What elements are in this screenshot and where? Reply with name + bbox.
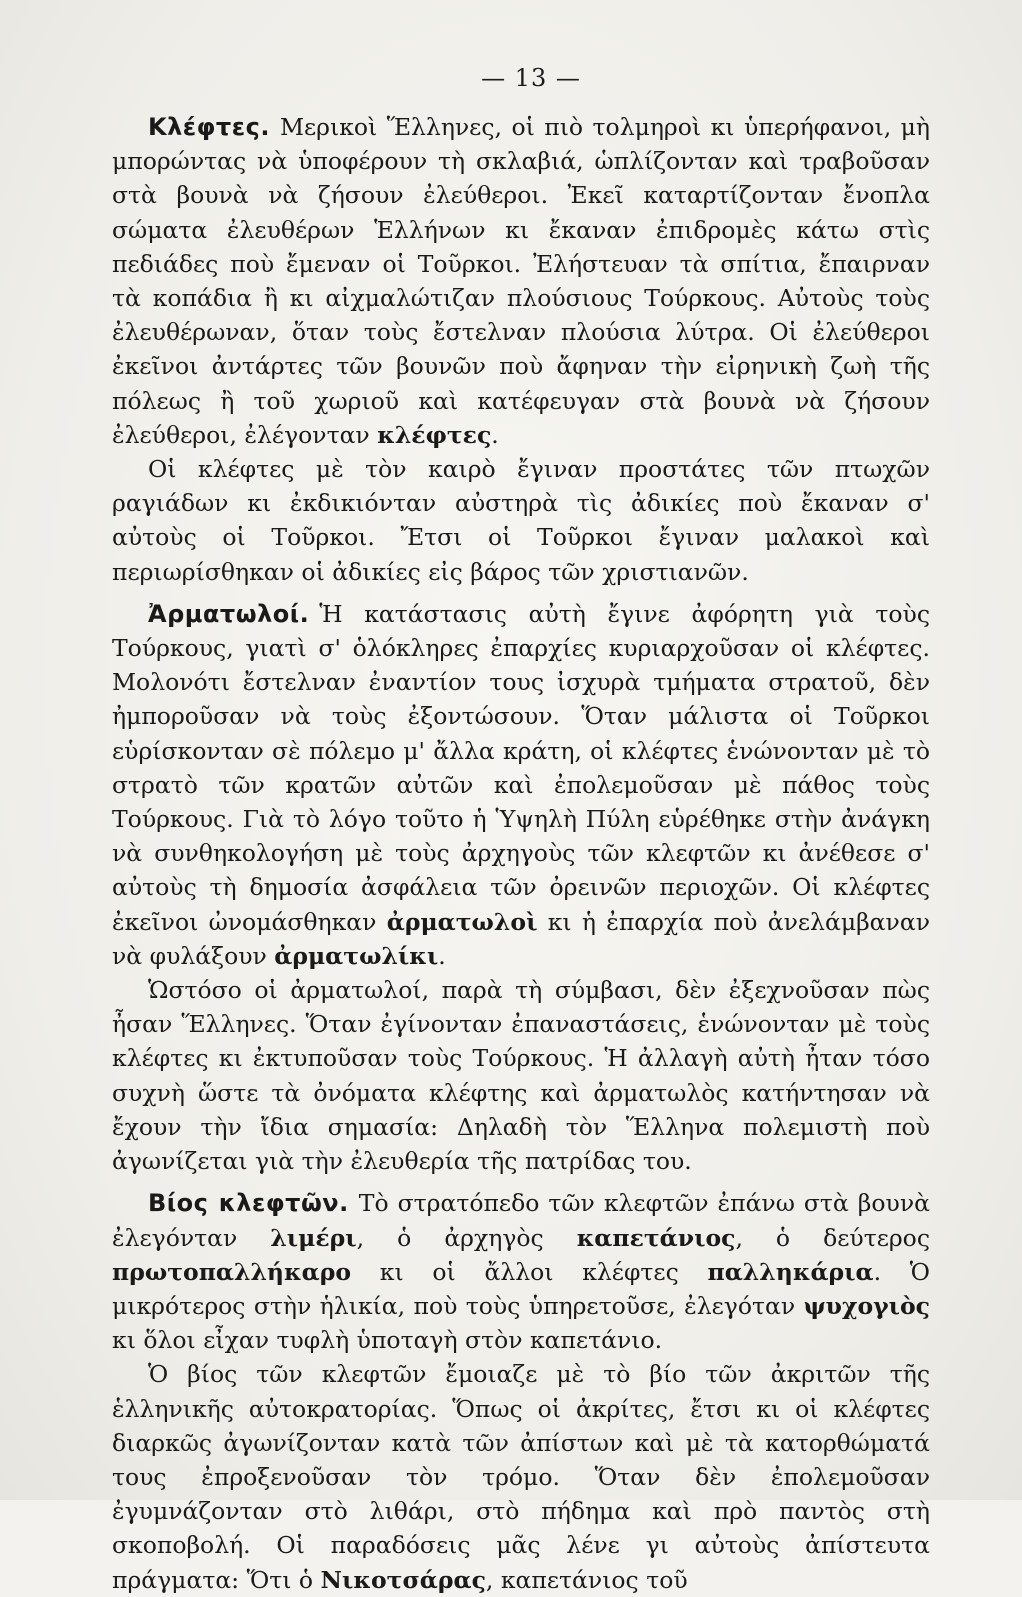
bold-term: Νικοτσάρας: [320, 1565, 486, 1594]
paragraph: [112, 452, 930, 589]
text-run: Ὡστόσο οἱ ἀρματωλοί, παρὰ τὴ σύμβασι, δὲν ἐξεχνοῦσαν πὼς ἦσαν Ἕλληνες. Ὅταν ἐγίνονταν ἐπαναστάσεις, ἑνώνονταν μὲ τοὺς κλέφτες κι ἐκτυποῦσαν τοὺς Τούρκους. Ἡ ἀλλαγὴ αὐτὴ ἦταν τόσο συχνὴ ὥστε τὰ ὀνόματα κλέφτης καὶ ἀρματωλὸς κατήντησαν νὰ ἔχουν τὴν ἴδια σημασία: Δηλαδὴ τὸν Ἕλληνα πολεμιστὴ ποὺ ἀγωνίζεται γιὰ τὴν ἐλευθερία τῆς πατρίδας του.: [112, 976, 930, 1176]
section-paragraph: [112, 1186, 930, 1357]
text-run: Μερικοὶ Ἕλληνες, οἱ πιὸ τολμηροὶ κι ὑπερήφανοι, μὴ μπορώντας νὰ ὑποφέρουν τὴ σκλαβιά, ὡπλίζονταν καὶ τραβοῦσαν στὰ βουνὰ νὰ ζήσουν ἐλεύθεροι. Ἐκεῖ καταρτίζονταν ἔνοπλα σώματα ἐλευθέρων Ἑλλήνων κι ἔκαναν ἐπιδρομὲς κάτω στὶς πεδιάδες ποὺ ἔμεναν οἱ Τοῦρκοι. Ἐλήστευαν τὰ σπίτια, ἔπαιρναν τὰ κοπάδια ἢ κι αἰχμαλώτιζαν πλούσιους Τούρκους. Αὐτοὺς τοὺς ἐλευθέρωναν, ὅταν τοὺς ἔστελναν πλούσια λύτρα. Οἱ ἐλεύθεροι ἐκεῖνοι ἀντάρτες τῶν βουνῶν ποὺ ἄφηναν τὴν εἰρηνικὴ ζωὴ τῆς πόλεως ἢ τοῦ χωριοῦ καὶ κατέφευγαν στὰ βουνὰ νὰ ζήσουν ἐλεύθεροι, ἐλέγονταν: [112, 113, 930, 449]
page-number: — 13 —: [481, 64, 581, 92]
section-paragraph: [112, 597, 930, 973]
bold-term: καπετάνιος: [576, 1223, 736, 1252]
text-run: Ὁ βίος τῶν κλεφτῶν ἔμοιαζε μὲ τὸ βίο τῶν ἀκριτῶν τῆς ἑλληνικῆς αὐτοκρατορίας. Ὅπως οἱ ἀκρίτες, ἔτσι κι οἱ κλέφτες διαρκῶς ἀγωνίζονταν κατὰ τῶν ἀπίστων καὶ μὲ τὰ κατορθώματά τους ἐπροξενοῦσαν τὸν τρόμο. Ὅταν δὲν ἐπολεμοῦσαν ἐγυμνάζονταν στὸ λιθάρι, στὸ πήδημα καὶ πρὸ παντὸς στὴ σκοποβολή. Οἱ παραδόσεις μᾶς λένε γι αὐτοὺς ἀπίστευτα πράγματα: Ὅτι ὁ: [112, 1360, 930, 1594]
text-run: κι ἡ ἐπαρχία ποὺ ἀνελάμβαναν νὰ φυλάξουν: [112, 907, 930, 970]
bold-term: κλέφτες: [377, 420, 492, 449]
text-run: Ἡ κατάστασις αὐτὴ ἔγινε ἀφόρητη γιὰ τοὺς Τούρκους, γιατὶ σ' ὁλόκληρες ἐπαρχίες κυριαρχοῦσαν οἱ κλέφτες. Μολονότι ἔστελναν ἐναντίον τους ἰσχυρὰ τμήματα στρατοῦ, δὲν ἠμποροῦσαν νὰ τοὺς ἐξοντώσουν. Ὅταν μάλιστα οἱ Τοῦρκοι εὑρίσκονταν σὲ πόλεμο μ' ἄλλα κράτη, οἱ κλέφτες ἑνώνονταν μὲ τὸ στρατὸ τῶν κρατῶν αὐτῶν καὶ ἐπολεμοῦσαν μὲ πάθος τοὺς Τούρκους. Γιὰ τὸ λόγο τοῦτο ἡ Ὑψηλὴ Πύλη εὑρέθηκε στὴν ἀνάγκη νὰ συνθηκολογήση μὲ τοὺς ἀρχηγοὺς τῶν κλεφτῶν κι ἀνέθεσε σ' αὐτοὺς τὴ δημοσία ἀσφάλεια τῶν ὀρεινῶν περιοχῶν. Οἱ κλέφτες ἐκεῖνοι ὠνομάσθηκαν: [112, 599, 930, 936]
bold-term: ἀρματωλοὶ: [386, 907, 538, 936]
section-heading: Ἀρματωλοί.: [148, 599, 310, 628]
text-run: κι ὅλοι εἶχαν τυφλὴ ὑποταγὴ στὸν καπετάνιο.: [112, 1326, 663, 1355]
text-run: , καπετάνιος τοῦ: [485, 1565, 688, 1594]
text-run: , ὁ ἀρχηγὸς: [356, 1223, 577, 1252]
text-run: κι οἱ ἄλλοι κλέφτες: [351, 1257, 708, 1286]
text-run: , ὁ δεύτερος: [735, 1223, 930, 1252]
bold-term: πρωτοπαλλήκαρο: [112, 1257, 352, 1286]
paragraph: [112, 1357, 930, 1596]
text-run: Τὸ στρατόπεδο τῶν κλεφτῶν ἐπάνω στὰ βουνὰ ἐλεγόνταν: [112, 1189, 930, 1252]
bold-term: ψυχογιὸς: [803, 1291, 930, 1320]
bold-term: λιμέρι: [270, 1223, 357, 1252]
text-run: Οἱ κλέφτες μὲ τὸν καιρὸ ἔγιναν προστάτες τῶν πτωχῶν ραγιάδων κι ἐκδικιόνταν αὐστηρὰ τὶς ἀδικίες ποὺ ἔκαναν σ' αὐτοὺς οἱ Τοῦρκοι. Ἔτσι οἱ Τοῦρκοι ἔγιναν μαλακοὶ καὶ περιωρίσθηκαν οἱ ἀδικίες εἰς βάρος τῶν χριστιανῶν.: [112, 455, 930, 586]
body-text: [112, 110, 930, 1597]
bold-term: ἀρματωλίκι: [274, 941, 439, 970]
text-run: . Ὁ μικρότερος στὴν ἡλικία, ποὺ τοὺς ὑπηρετοῦσε, ἐλεγόταν: [112, 1257, 930, 1320]
section-heading: Βίος κλεφτῶν.: [148, 1189, 349, 1218]
section-heading: Κλέφτες.: [148, 113, 270, 141]
paragraph: [112, 973, 930, 1178]
text-run: .: [491, 420, 499, 449]
text-run: .: [438, 941, 446, 970]
bold-term: παλληκάρια: [707, 1257, 874, 1286]
section-paragraph: [112, 110, 930, 452]
